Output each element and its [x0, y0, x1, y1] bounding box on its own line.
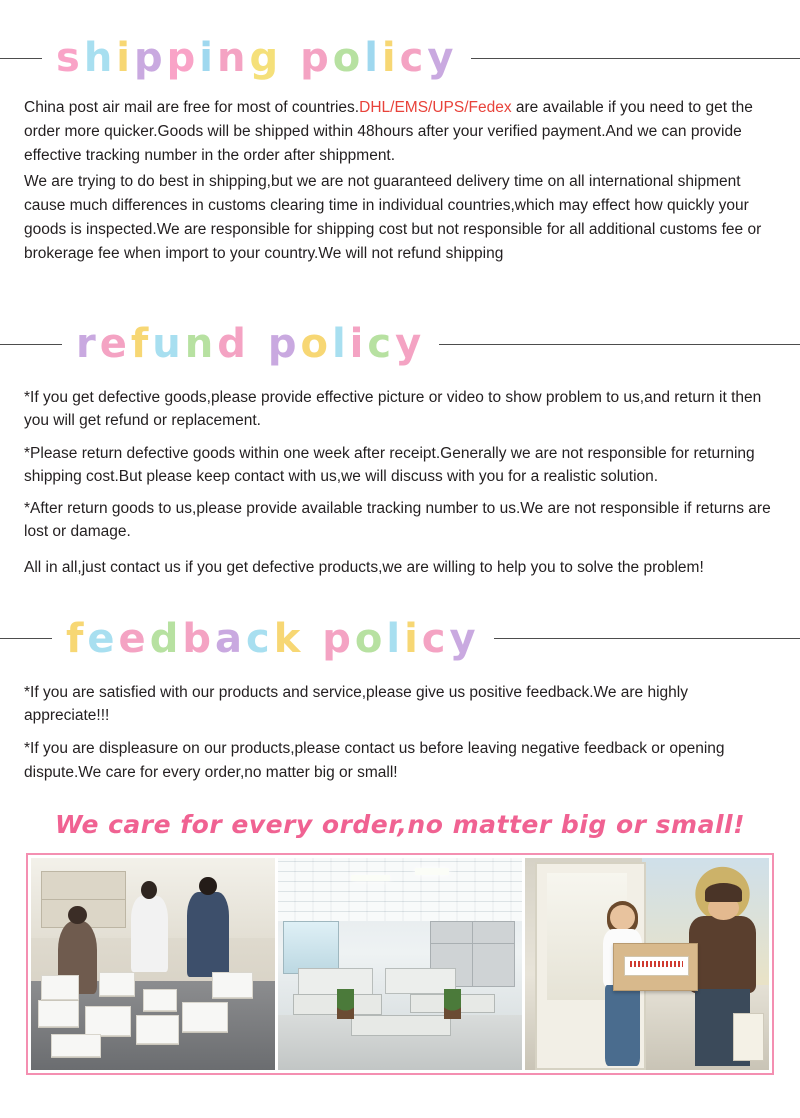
title-letter: i	[381, 35, 400, 81]
shipping-heading	[0, 35, 800, 81]
title-letter	[250, 324, 268, 364]
shipping-paragraph-1-pre: China post air mail are free for most of countries.	[24, 99, 360, 116]
title-letter: i	[349, 321, 368, 368]
title-letter: e	[118, 615, 150, 662]
title-letter: p	[267, 321, 301, 368]
title-letter: p	[322, 615, 355, 662]
title-letter: o	[300, 321, 332, 368]
slogan-text: We care for every order,no matter big or small!	[54, 809, 746, 839]
shipping-paragraph-2: We are trying to do best in shipping,but we are not guaranteed delivery time on all international shipment cause much differences in customs clearing time in individual countries,which may effect how quickly your goods is inspected.We are responsible for shipping cost but not responsible for all additional customs fee or brokerage fee when import to your country.We will not refund shipping	[24, 173, 762, 263]
refund-item: *If you get defective goods,please provide effective picture or video to show problem to us,and return it then you will get refund or replacement.	[24, 389, 762, 430]
policy-page	[0, 35, 800, 1118]
refund-item: *Please return defective goods within one week after receipt.Generally we are not responsible for returning shipping cost.But please keep contact with us,we will discuss with you for a realistic solution.	[24, 444, 755, 485]
title-letter: y	[395, 321, 426, 368]
feedback-heading	[0, 615, 800, 662]
shipping-paragraph-1	[24, 96, 776, 168]
title-letter: y	[427, 35, 458, 81]
title-letter: l	[331, 321, 350, 368]
title-letter: d	[217, 321, 250, 368]
title-letter: c	[245, 615, 274, 662]
refund-item: *After return goods to us,please provide available tracking number to us.We are not responsible if returns are lost or damage.	[24, 500, 771, 541]
office-interior-photo	[278, 858, 522, 1070]
feedback-policy-title	[52, 615, 494, 662]
title-letter: n	[217, 35, 250, 81]
title-letter: p	[300, 35, 333, 81]
title-letter: i	[199, 35, 218, 81]
title-letter: c	[421, 615, 450, 662]
title-letter: e	[87, 615, 119, 662]
title-letter: s	[56, 35, 84, 81]
heading-rule-left	[0, 344, 62, 345]
shipping-carriers-highlight: DHL/EMS/UPS/Fedex	[359, 99, 512, 116]
title-letter: c	[367, 321, 396, 368]
title-letter: g	[249, 35, 283, 81]
title-letter: n	[184, 321, 218, 368]
title-letter: y	[449, 615, 480, 662]
feedback-item: *If you are displeasure on our products,please contact us before leaving negative feedback or opening dispute.We care for every order,no matter big or small!	[24, 740, 725, 781]
title-letter: l	[364, 35, 382, 81]
title-letter: d	[149, 615, 183, 662]
heading-rule-left	[0, 638, 52, 639]
shipping-policy-title	[42, 35, 471, 81]
refund-policy-title	[62, 321, 439, 368]
heading-rule-right	[471, 58, 800, 59]
refund-body	[0, 386, 800, 579]
title-letter: f	[66, 615, 88, 662]
delivery-handoff-photo	[525, 858, 769, 1070]
title-letter: r	[76, 321, 100, 368]
heading-rule-left	[0, 58, 42, 59]
photo-strip	[26, 853, 774, 1075]
title-letter: u	[152, 321, 185, 368]
title-letter	[282, 38, 300, 78]
refund-item: All in all,just contact us if you get defective products,we are willing to help you to solve the problem!	[24, 558, 704, 576]
title-letter: k	[273, 615, 305, 662]
title-letter: e	[99, 321, 131, 368]
title-letter: p	[134, 35, 167, 81]
title-letter	[304, 619, 322, 659]
title-letter: f	[130, 321, 153, 368]
title-letter: c	[399, 35, 428, 81]
feedback-body	[0, 681, 800, 784]
title-letter: h	[83, 35, 117, 81]
heading-rule-right	[439, 344, 800, 345]
title-letter: l	[386, 615, 405, 662]
title-letter: o	[332, 35, 365, 81]
feedback-item: *If you are satisfied with our products and service,please give us positive feedback.We are highly appreciate!!!	[24, 683, 688, 725]
title-letter: a	[214, 615, 246, 662]
heading-rule-right	[494, 638, 800, 639]
packing-warehouse-photo	[31, 858, 275, 1070]
title-letter: p	[166, 35, 200, 81]
shipping-paragraph-1-post: are available if you need to get the order more quicker.Goods will be shipped within 48hours after your verified payment.And we can provide effective tracking number in the order after shippment.	[24, 99, 753, 165]
title-letter: b	[182, 615, 215, 662]
refund-heading	[0, 321, 800, 368]
title-letter: i	[404, 615, 422, 662]
shipping-body	[0, 96, 800, 266]
title-letter: i	[116, 35, 135, 81]
title-letter: o	[354, 615, 387, 662]
